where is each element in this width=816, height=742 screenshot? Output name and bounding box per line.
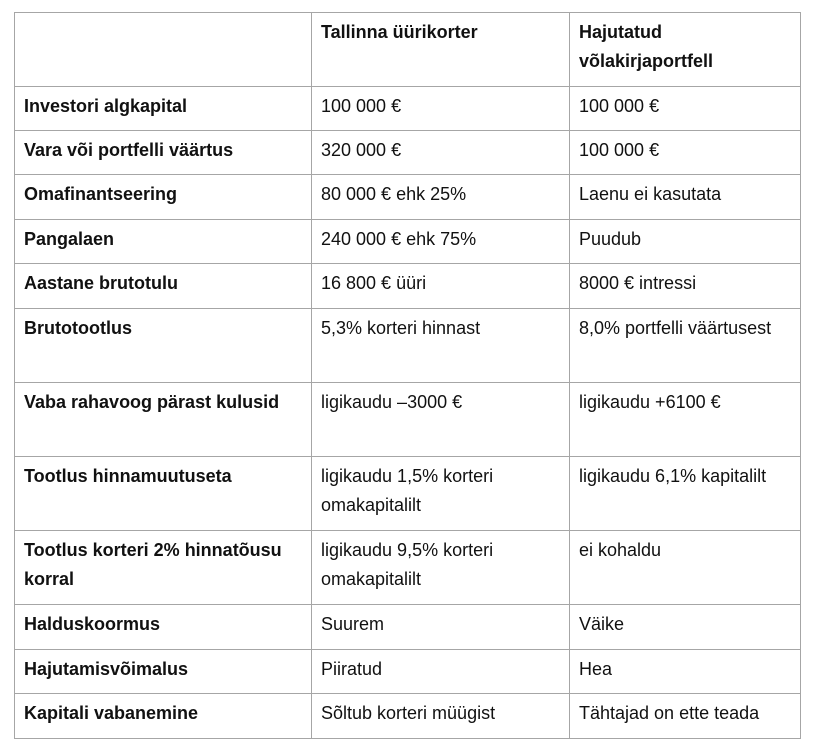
apartment-cell: Suurem [312,605,570,650]
row-label: Omafinantseering [15,175,312,220]
apartment-cell: ligikaudu –3000 € [312,383,570,457]
bonds-cell: 8,0% portfelli väärtusest [570,309,801,383]
apartment-cell: 80 000 € ehk 25% [312,175,570,220]
header-cell-empty [15,13,312,87]
apartment-cell: 240 000 € ehk 75% [312,220,570,264]
table-row [15,694,801,739]
bonds-cell: 8000 € intressi [570,264,801,309]
row-label: Kapitali vabanemine [15,694,312,739]
header-bonds: Hajutatud võlakirjaportfell [570,13,801,87]
apartment-cell: Piiratud [312,650,570,694]
bonds-cell: Laenu ei kasutata [570,175,801,220]
apartment-cell: 320 000 € [312,131,570,175]
header-apartment: Tallinna üürikorter [312,13,570,87]
table-row [15,309,801,383]
row-label: Halduskoormus [15,605,312,650]
table-row [15,383,801,457]
table-row [15,175,801,220]
table-row [15,87,801,131]
table-row [15,650,801,694]
apartment-cell: 16 800 € üüri [312,264,570,309]
bonds-cell: 100 000 € [570,87,801,131]
row-label: Tootlus hinnamuutuseta [15,457,312,531]
bonds-cell: Väike [570,605,801,650]
bonds-cell: Puudub [570,220,801,264]
row-label: Tootlus korteri 2% hinnatõusu korral [15,531,312,605]
table-row [15,531,801,605]
bonds-cell: ligikaudu +6100 € [570,383,801,457]
bonds-cell: Hea [570,650,801,694]
row-label: Hajutamisvõimalus [15,650,312,694]
table-row [15,131,801,175]
apartment-cell: Sõltub korteri müügist [312,694,570,739]
table-row [15,457,801,531]
apartment-cell: 5,3% korteri hinnast [312,309,570,383]
comparison-table [14,12,801,739]
row-label: Investori algkapital [15,87,312,131]
row-label: Vara või portfelli väärtus [15,131,312,175]
row-label: Vaba rahavoog pärast kulusid [15,383,312,457]
bonds-cell: 100 000 € [570,131,801,175]
table-row [15,264,801,309]
apartment-cell: ligikaudu 9,5% korteri omakapitalilt [312,531,570,605]
bonds-cell: Tähtajad on ette teada [570,694,801,739]
bonds-cell: ligikaudu 6,1% kapitalilt [570,457,801,531]
apartment-cell: 100 000 € [312,87,570,131]
header-row [15,13,801,87]
row-label: Pangalaen [15,220,312,264]
table-row [15,220,801,264]
row-label: Brutotootlus [15,309,312,383]
table-row [15,605,801,650]
row-label: Aastane brutotulu [15,264,312,309]
apartment-cell: ligikaudu 1,5% korteri omakapitalilt [312,457,570,531]
bonds-cell: ei kohaldu [570,531,801,605]
